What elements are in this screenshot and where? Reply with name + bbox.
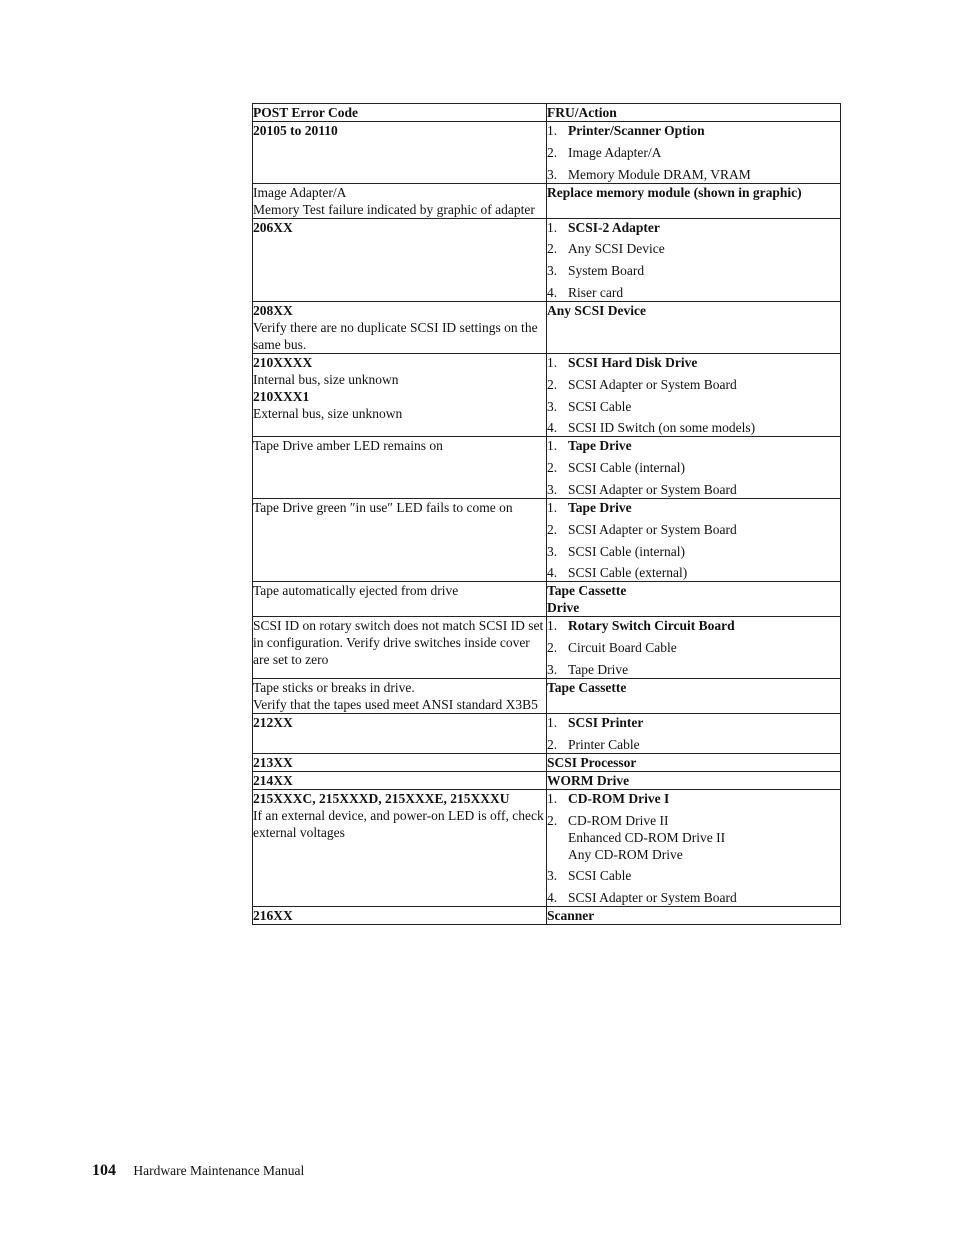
- fru-item-number: 3.: [547, 481, 558, 497]
- table-row: [253, 498, 841, 581]
- fru-item-text: SCSI Cable (internal): [568, 460, 685, 476]
- error-code-cell: [253, 713, 547, 753]
- error-code-text: Tape sticks or breaks in drive.: [253, 679, 415, 695]
- fru-action-text: Drive: [547, 600, 580, 616]
- fru-item-text: SCSI Cable: [568, 398, 632, 414]
- error-code-text: 208XX: [253, 302, 293, 318]
- table-row: [253, 218, 841, 301]
- error-code-text: 206XX: [253, 219, 293, 235]
- fru-item-number: 4.: [547, 284, 558, 300]
- fru-action-text: Tape Cassette: [547, 583, 627, 599]
- fru-list-item: [547, 661, 840, 678]
- fru-item-number: 1.: [547, 714, 558, 730]
- error-code-text: 216XX: [253, 908, 293, 924]
- fru-list-item: [547, 714, 840, 731]
- fru-list-item: [547, 398, 840, 415]
- error-code-text: Verify that the tapes used meet ANSI standard X3B5: [253, 696, 538, 712]
- fru-item-text: SCSI Adapter or System Board: [568, 890, 737, 906]
- fru-list-item: [547, 459, 840, 476]
- error-code-cell: [253, 582, 547, 617]
- fru-item-text: SCSI Adapter or System Board: [568, 376, 737, 392]
- fru-item-text: SCSI Cable: [568, 868, 632, 884]
- fru-item-number: 3.: [547, 166, 558, 182]
- fru-action-cell: [547, 301, 841, 353]
- fru-item-number: 3.: [547, 868, 558, 884]
- fru-list-item: [547, 262, 840, 279]
- fru-action-cell: [547, 789, 841, 906]
- fru-item-number: 2.: [547, 144, 558, 160]
- fru-list-item: [547, 166, 840, 183]
- fru-list-item: [547, 437, 840, 454]
- fru-item-text: Rotary Switch Circuit Board: [568, 618, 735, 634]
- fru-item-number: 2.: [547, 241, 558, 257]
- fru-list-item: [547, 543, 840, 560]
- fru-item-number: 2.: [547, 736, 558, 752]
- fru-item-text: SCSI Printer: [568, 714, 644, 730]
- fru-action-text: Any SCSI Device: [547, 302, 647, 318]
- error-code-cell: [253, 789, 547, 906]
- fru-action-cell: [547, 771, 841, 789]
- table-row: [253, 678, 841, 713]
- table-row: [253, 617, 841, 679]
- fru-item-text: CD-ROM Drive II Enhanced CD-ROM Drive II Any CD-ROM Drive: [568, 812, 726, 862]
- header-post-error-code: POST Error Code: [253, 104, 547, 122]
- error-code-cell: [253, 753, 547, 771]
- table-row: [253, 907, 841, 925]
- fru-list: [547, 219, 840, 301]
- error-code-cell: [253, 771, 547, 789]
- error-code-cell: [253, 498, 547, 581]
- error-code-text: Verify there are no duplicate SCSI ID settings on the same bus.: [253, 319, 538, 352]
- fru-action-cell: [547, 498, 841, 581]
- error-code-text: Tape Drive green ″in use″ LED fails to come on: [253, 499, 513, 515]
- error-code-text: 212XX: [253, 714, 293, 730]
- fru-item-number: 1.: [547, 219, 558, 235]
- fru-item-number: 4.: [547, 890, 558, 906]
- error-code-text: Tape automatically ejected from drive: [253, 583, 459, 599]
- fru-item-text: SCSI ID Switch (on some models): [568, 420, 756, 436]
- fru-item-text: Printer Cable: [568, 736, 640, 752]
- post-error-table: [252, 103, 841, 925]
- fru-list: [547, 499, 840, 581]
- error-code-cell: [253, 678, 547, 713]
- table-row: [253, 753, 841, 771]
- fru-list-item: [547, 144, 840, 161]
- fru-item-number: 1.: [547, 438, 558, 454]
- error-code-cell: [253, 218, 547, 301]
- fru-action-cell: [547, 353, 841, 436]
- error-code-cell: [253, 122, 547, 184]
- fru-list-item: [547, 812, 840, 863]
- table-row: [253, 437, 841, 499]
- fru-action-text: Tape Cassette: [547, 679, 627, 695]
- fru-list-item: [547, 354, 840, 371]
- fru-list: [547, 354, 840, 436]
- fru-list-item: [547, 419, 840, 436]
- table-header-row: [253, 104, 841, 122]
- table-row: [253, 582, 841, 617]
- fru-action-cell: [547, 183, 841, 218]
- fru-list: [547, 714, 840, 753]
- error-code-cell: [253, 353, 547, 436]
- table-row: [253, 771, 841, 789]
- error-code-text: 20105 to 20110: [253, 123, 338, 138]
- fru-item-text: SCSI Hard Disk Drive: [568, 354, 698, 370]
- fru-action-cell: [547, 617, 841, 679]
- fru-list-item: [547, 639, 840, 656]
- fru-item-number: 1.: [547, 618, 558, 634]
- fru-item-number: 2.: [547, 521, 558, 537]
- fru-item-text: CD-ROM Drive I: [568, 790, 670, 806]
- fru-list-item: [547, 736, 840, 753]
- table-row: [253, 353, 841, 436]
- fru-list-item: [547, 564, 840, 581]
- fru-action-cell: [547, 907, 841, 925]
- error-code-text: 213XX: [253, 754, 293, 770]
- fru-item-text: Tape Drive: [568, 661, 629, 677]
- fru-item-number: 3.: [547, 263, 558, 279]
- fru-item-text: SCSI Cable (external): [568, 565, 688, 581]
- fru-item-number: 1.: [547, 790, 558, 806]
- fru-item-number: 3.: [547, 398, 558, 414]
- fru-action-text: Scanner: [547, 908, 595, 924]
- fru-item-number: 3.: [547, 543, 558, 559]
- fru-action-text: SCSI Processor: [547, 754, 637, 770]
- fru-item-text: SCSI-2 Adapter: [568, 219, 660, 235]
- table-row: [253, 183, 841, 218]
- error-code-text: External bus, size unknown: [253, 405, 403, 421]
- fru-action-cell: [547, 753, 841, 771]
- fru-list-item: [547, 867, 840, 884]
- fru-item-number: 1.: [547, 123, 558, 138]
- fru-item-number: 2.: [547, 812, 558, 828]
- fru-action-text: Replace memory module (shown in graphic): [547, 184, 802, 200]
- fru-item-text: Any SCSI Device: [568, 241, 665, 257]
- fru-list: [547, 437, 840, 498]
- fru-list-item: [547, 617, 840, 634]
- fru-list-item: [547, 376, 840, 393]
- error-code-text: 210XXXX: [253, 354, 313, 370]
- fru-item-number: 3.: [547, 661, 558, 677]
- fru-action-text: WORM Drive: [547, 772, 630, 788]
- fru-action-cell: [547, 122, 841, 184]
- fru-list: [547, 122, 840, 183]
- fru-list-item: [547, 521, 840, 538]
- fru-item-text: Image Adapter/A: [568, 144, 662, 160]
- table-row: [253, 301, 841, 353]
- fru-list-item: [547, 790, 840, 807]
- fru-list-item: [547, 240, 840, 257]
- fru-item-text: SCSI Cable (internal): [568, 543, 685, 559]
- fru-item-text: Circuit Board Cable: [568, 640, 677, 656]
- fru-list: [547, 790, 840, 906]
- fru-item-number: 1.: [547, 499, 558, 515]
- fru-list-item: [547, 481, 840, 498]
- fru-list-item: [547, 499, 840, 516]
- fru-item-number: 1.: [547, 354, 558, 370]
- fru-action-cell: [547, 582, 841, 617]
- fru-list: [547, 617, 840, 678]
- error-code-text: If an external device, and power-on LED is off, check external voltages: [253, 807, 544, 840]
- error-code-text: Tape Drive amber LED remains on: [253, 438, 443, 454]
- fru-action-cell: [547, 218, 841, 301]
- fru-item-text: SCSI Adapter or System Board: [568, 521, 737, 537]
- fru-item-text: System Board: [568, 263, 645, 279]
- error-code-cell: [253, 617, 547, 679]
- table-row: [253, 122, 841, 184]
- fru-item-number: 2.: [547, 640, 558, 656]
- fru-list-item: [547, 284, 840, 301]
- error-code-text: Memory Test failure indicated by graphic of adapter: [253, 201, 535, 217]
- table-body: [253, 122, 841, 925]
- fru-item-text: Printer/Scanner Option: [568, 123, 705, 138]
- error-code-text: SCSI ID on rotary switch does not match SCSI ID set in configuration. Verify drive switches inside cover are set to zero: [253, 618, 544, 668]
- table-row: [253, 713, 841, 753]
- fru-item-text: Tape Drive: [568, 499, 632, 515]
- fru-list-item: [547, 219, 840, 236]
- error-code-cell: [253, 301, 547, 353]
- error-code-cell: [253, 437, 547, 499]
- error-code-text: Image Adapter/A: [253, 184, 347, 200]
- error-code-cell: [253, 907, 547, 925]
- fru-action-cell: [547, 713, 841, 753]
- fru-item-number: 2.: [547, 376, 558, 392]
- error-code-text: Internal bus, size unknown: [253, 371, 399, 387]
- error-code-text: 214XX: [253, 772, 293, 788]
- error-code-text: 210XXX1: [253, 388, 310, 404]
- fru-action-cell: [547, 678, 841, 713]
- manual-title: Hardware Maintenance Manual: [133, 1163, 305, 1178]
- error-code-text: 215XXXC, 215XXXD, 215XXXE, 215XXXU: [253, 790, 510, 806]
- page-footer: [92, 1162, 304, 1180]
- fru-list-item: [547, 889, 840, 906]
- error-code-cell: [253, 183, 547, 218]
- fru-item-text: Tape Drive: [568, 438, 632, 454]
- fru-item-text: SCSI Adapter or System Board: [568, 481, 737, 497]
- fru-item-number: 4.: [547, 420, 558, 436]
- fru-list-item: [547, 122, 840, 139]
- table-row: [253, 789, 841, 906]
- fru-action-cell: [547, 437, 841, 499]
- fru-item-number: 2.: [547, 460, 558, 476]
- page-number: 104: [92, 1162, 116, 1179]
- header-fru-action: FRU/Action: [547, 104, 841, 122]
- fru-item-number: 4.: [547, 565, 558, 581]
- fru-item-text: Riser card: [568, 284, 624, 300]
- fru-item-text: Memory Module DRAM, VRAM: [568, 166, 751, 182]
